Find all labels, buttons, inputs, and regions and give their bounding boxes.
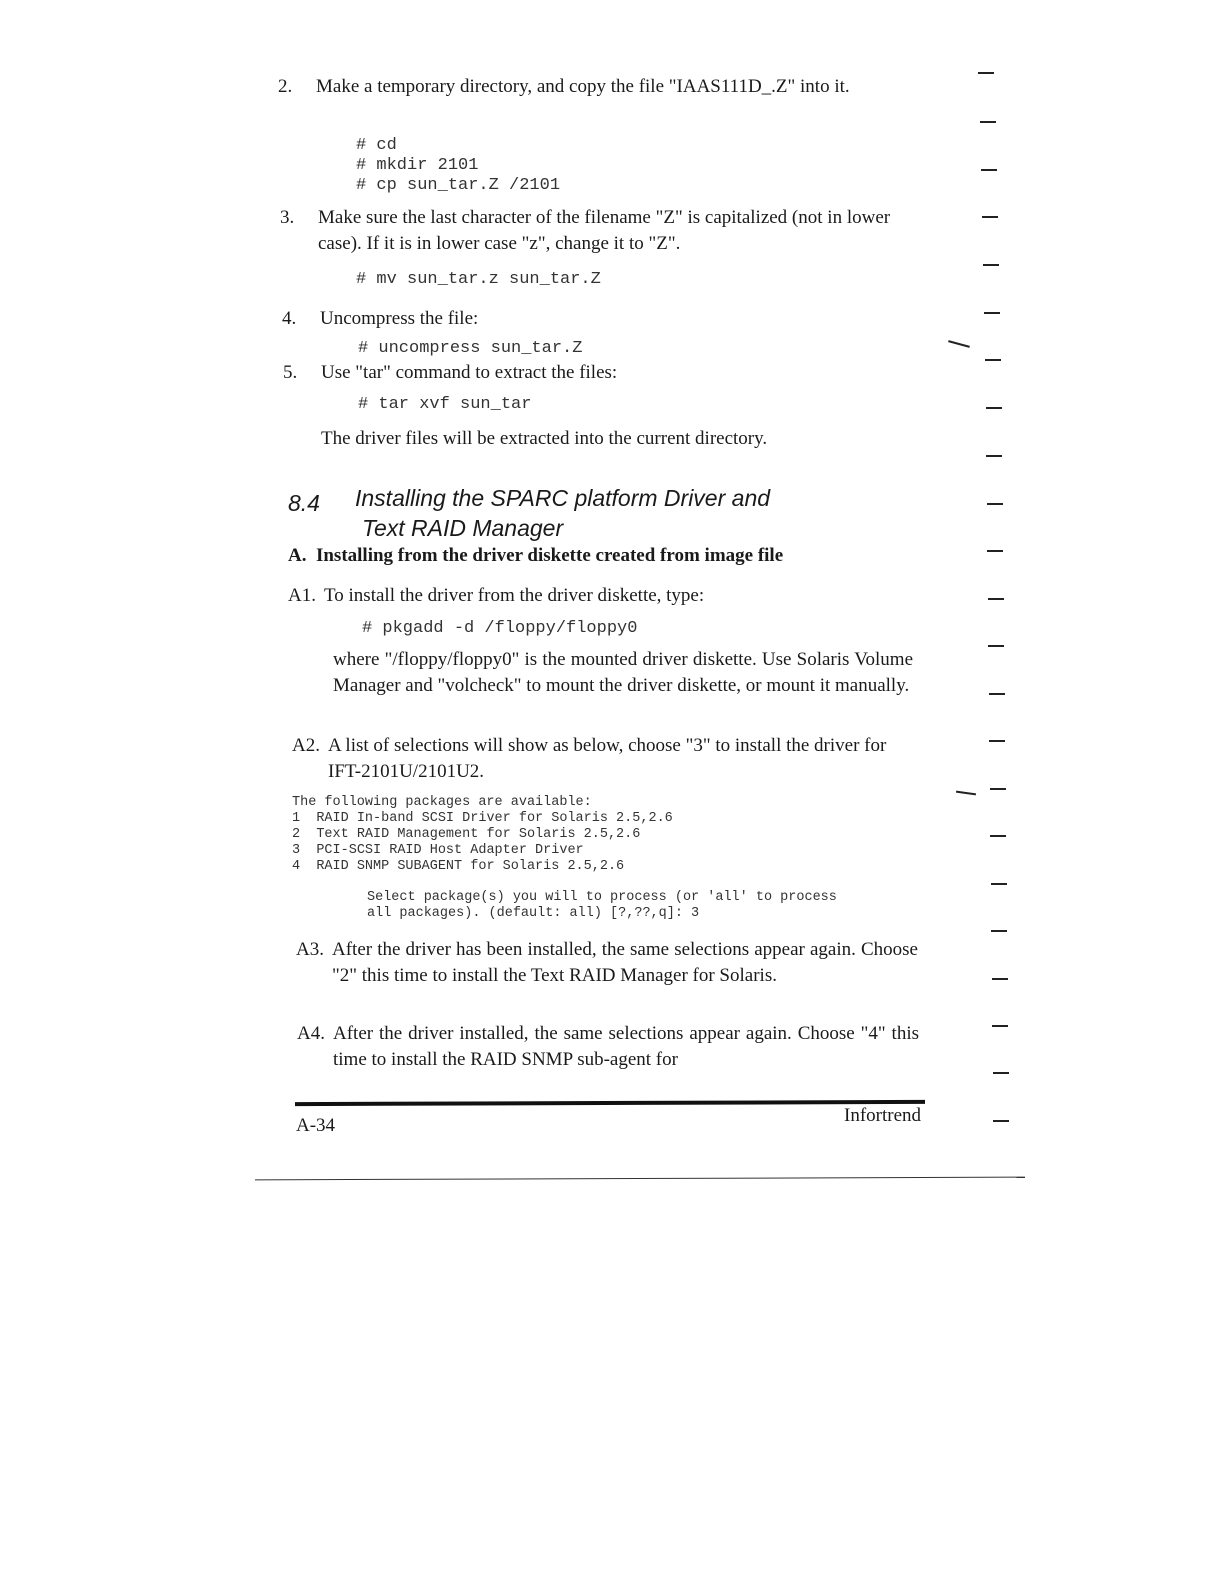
step-number: 3. [280,207,295,228]
margin-tick [988,645,1004,647]
package-prompt: Select package(s) you will to process (or 'all' to process all packages). (default: all) [?,??,q]: 3 [367,890,837,921]
step-a2 [292,733,892,785]
package-label: PCI-SCSI RAID Host Adapter Driver [316,843,584,858]
step-number: A3. [296,939,324,960]
margin-tick [985,359,1001,361]
step-text: After the driver has been installed, the same selections appear again. Choose "2" this time to install the Text RAID Manager for Solaris. [332,939,918,986]
margin-tick [990,835,1006,837]
margin-tick [987,503,1003,505]
package-list-header: The following packages are available: [292,795,592,810]
margin-tick [987,550,1003,552]
code-uncompress: # uncompress sun_tar.Z [358,339,583,358]
margin-tick [981,169,997,171]
package-list [292,811,673,875]
step-text: A list of selections will show as below, choose "3" to install the driver for IFT-2101U/2101U2. [328,735,887,782]
package-label: RAID In-band SCSI Driver for Solaris 2.5,2.6 [316,811,673,826]
list-item [292,843,673,859]
margin-tick [948,340,970,348]
margin-tick [993,1072,1009,1074]
margin-tick [984,312,1000,314]
margin-tick [991,930,1007,932]
page-number: A-34 [296,1115,336,1136]
list-item [292,827,673,843]
step-text: Make a temporary directory, and copy the file "IAAS111D_.Z" into it. [316,76,850,97]
code-tar: # tar xvf sun_tar [358,395,532,414]
step-text: Use "tar" command to extract the files: [321,362,618,383]
step-a1 [288,583,918,609]
margin-tick [993,1120,1009,1122]
margin-tick [956,791,976,796]
code-mv: # mv sun_tar.z sun_tar.Z [356,270,601,289]
package-label: RAID SNMP SUBAGENT for Solaris 2.5,2.6 [316,859,625,874]
section-number: 8.4 [288,490,320,516]
margin-tick [989,693,1005,695]
margin-tick [980,121,996,123]
margin-tick [982,216,998,218]
code-pkgadd: # pkgadd -d /floppy/floppy0 [362,619,638,638]
step-5 [283,360,911,386]
section-title-line-2: Text RAID Manager [362,515,564,541]
step-2 [278,74,906,100]
margin-tick [991,883,1007,885]
code-mkdir-block: # cd # mkdir 2101 # cp sun_tar.Z /2101 [356,136,561,195]
margin-tick [989,740,1005,742]
margin-tick [988,598,1004,600]
extract-note: The driver files will be extracted into the current directory. [321,428,768,449]
footer-rule [295,1100,925,1106]
step-text: Uncompress the file: [320,308,479,329]
step-text: To install the driver from the driver diskette, type: [324,585,705,606]
margin-tick [986,407,1002,409]
section-title-line-1: Installing the SPARC platform Driver and [355,485,771,511]
package-label: Text RAID Management for Solaris 2.5,2.6 [316,827,641,842]
step-number: 2. [278,76,293,97]
margin-tick [983,264,999,266]
step-a4 [297,1021,919,1073]
margin-tick [978,72,994,74]
step-number: 4. [282,308,297,329]
pkgadd-note: where "/floppy/floppy0" is the mounted driver diskette. Use Solaris Volume Manager and "volcheck" to mount the driver diskette, or mount it manually. [333,649,913,696]
list-item [292,859,673,875]
bottom-edge-rule [255,1177,1025,1181]
margin-tick [990,788,1006,790]
step-3 [280,205,908,257]
list-item [292,811,673,827]
package-number: 4 [292,859,301,874]
step-number: A2. [292,735,320,756]
step-a3 [296,937,918,989]
margin-tick [986,455,1002,457]
step-number: A1. [288,585,316,606]
step-4 [282,306,910,332]
package-number: 1 [292,811,301,826]
step-number: 5. [283,362,298,383]
step-number: A4. [297,1023,325,1044]
subsection-a-heading: A. Installing from the driver diskette created from image file [288,545,784,566]
margin-tick [992,978,1008,980]
step-text: After the driver installed, the same selections appear again. Choose "4" this time to install the RAID SNMP sub-agent for [333,1023,919,1070]
package-number: 2 [292,827,301,842]
brand-name: Infortrend [844,1105,922,1126]
margin-tick [992,1025,1008,1027]
package-number: 3 [292,843,301,858]
step-text: Make sure the last character of the filename "Z" is capitalized (not in lower case). If it is in lower case "z", change it to "Z". [318,207,891,254]
